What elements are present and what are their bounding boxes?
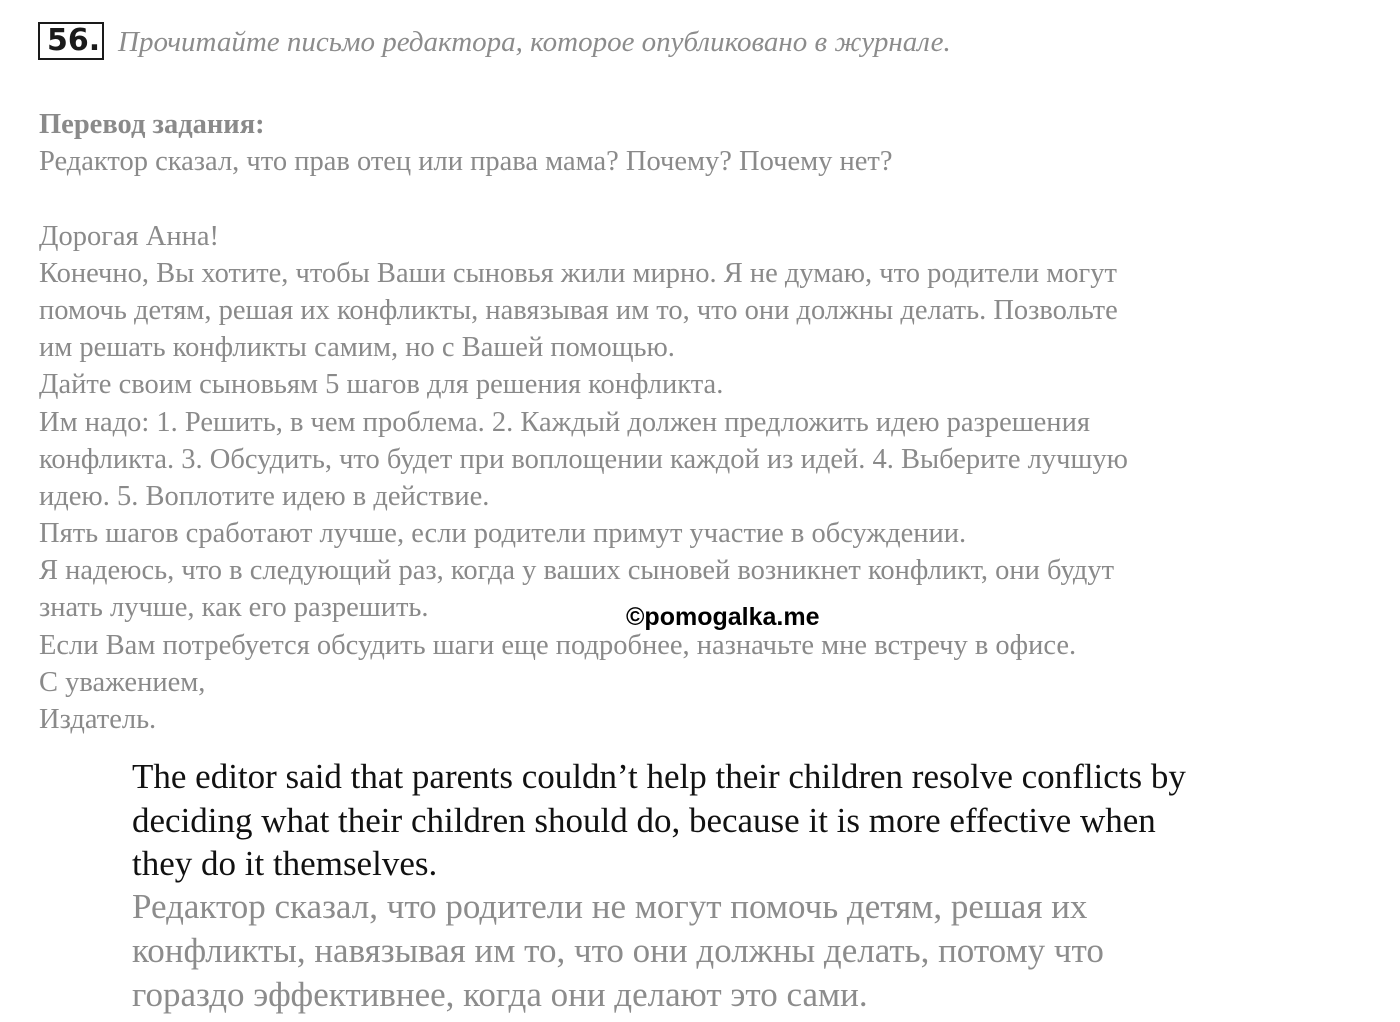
answer-russian bbox=[132, 885, 1104, 1017]
letter-line: знать лучше, как его разрешить. bbox=[39, 592, 429, 624]
answer-russian-line: Редактор сказал, что родители не могут помочь детям, решая их bbox=[132, 887, 1088, 926]
task-translation-block bbox=[39, 106, 1359, 738]
answer-english-line: deciding what their children should do, because it is more effective when bbox=[132, 800, 1156, 840]
letter-greeting: Дорогая Анна! bbox=[39, 220, 219, 252]
exercise-number-box: 56. bbox=[38, 22, 104, 60]
letter-signature: Издатель. bbox=[39, 704, 157, 735]
exercise-instruction: Прочитайте письмо редактора, которое опубликовано в журнале. bbox=[118, 26, 951, 58]
letter-line: Конечно, Вы хотите, чтобы Ваши сыновья жили мирно. Я не думаю, что родители могут bbox=[39, 257, 1117, 289]
letter-closing: С уважением, bbox=[39, 666, 206, 698]
letter-line: Им надо: 1. Решить, в чем проблема. 2. Каждый должен предложить идею разрешения bbox=[39, 406, 1090, 438]
letter-line: конфликта. 3. Обсудить, что будет при воплощении каждой из идей. 4. Выберите лучшую bbox=[39, 443, 1128, 475]
letter-line: Пять шагов сработают лучше, если родители примут участие в обсуждении. bbox=[39, 518, 967, 550]
answer-english-line: they do it themselves. bbox=[132, 844, 438, 883]
letter-line: идею. 5. Воплотите идею в действие. bbox=[39, 480, 490, 512]
letter-line: Я надеюсь, что в следующий раз, когда у ваших сыновей возникнет конфликт, они будут bbox=[39, 555, 1115, 587]
answer-english bbox=[132, 755, 1186, 886]
translation-question: Редактор сказал, что прав отец или права мама? Почему? Почему нет? bbox=[39, 146, 893, 178]
translation-heading: Перевод задания: bbox=[39, 109, 265, 140]
answer-russian-line: конфликты, навязывая им то, что они должны делать, потому что bbox=[132, 931, 1104, 970]
answer-russian-line: гораздо эффективнее, когда они делают это сами. bbox=[132, 975, 868, 1014]
letter-line: им решать конфликты самим, но с Вашей помощью. bbox=[39, 332, 675, 364]
answer-english-line: The editor said that parents couldn’t help their children resolve conflicts by bbox=[132, 757, 1186, 796]
letter-line: Если Вам потребуется обсудить шаги еще подробнее, назначьте мне встречу в офисе. bbox=[39, 629, 1077, 661]
spacer bbox=[39, 180, 1359, 217]
watermark-text: ©pomogalka.me bbox=[626, 603, 820, 631]
letter-line: помочь детям, решая их конфликты, навязывая им то, что они должны делать. Позвольте bbox=[39, 294, 1118, 326]
letter-line: Дайте своим сыновьям 5 шагов для решения конфликта. bbox=[39, 369, 724, 401]
